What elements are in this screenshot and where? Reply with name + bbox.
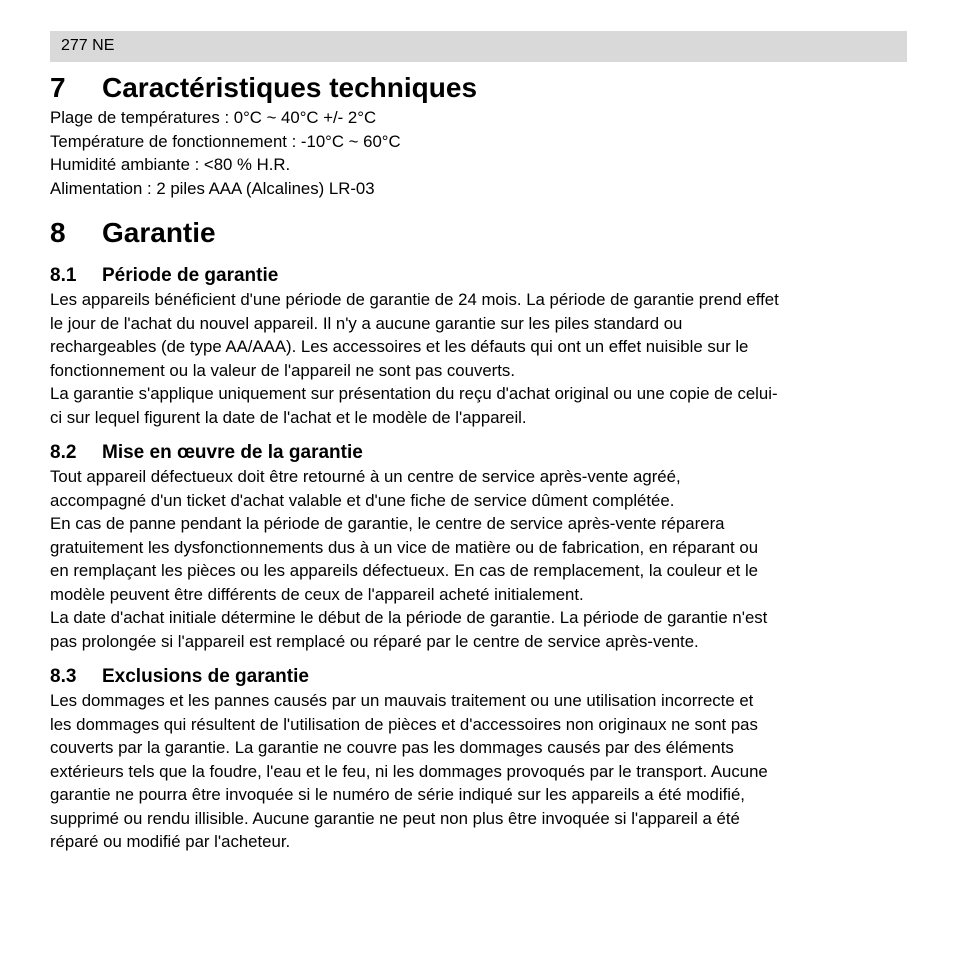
subsection-8-1-heading [50,264,910,288]
section-8-number: 8 [50,217,66,248]
model-label: 277 NE [61,37,115,54]
spec-line: Température de fonctionnement : -10°C ~ 60°C [50,131,401,151]
subsection-8-3-text [50,689,910,854]
text-line: rechargeables (de type AA/AAA). Les accessoires et les défauts qui ont un effet nuisible sur le [50,337,749,356]
text-line: fonctionnement ou la valeur de l'appareil ne sont pas couverts. [50,360,515,380]
section-8-heading [50,215,910,251]
subsection-8-2-number: 8.2 [50,442,77,463]
text-line: pas prolongée si l'appareil est remplacé ou réparé par le centre de service après-vente. [50,631,699,651]
subsection-8-2-text [50,465,910,653]
section-8-title: Garantie [102,217,216,248]
subsection-8-3-title: Exclusions de garantie [102,666,309,687]
text-line: En cas de panne pendant la période de garantie, le centre de service après-vente réparera [50,514,725,533]
text-line: garantie ne pourra être invoquée si le numéro de série indiqué sur les appareils a été modifié, [50,785,745,804]
spec-line: Humidité ambiante : <80 % H.R. [50,155,291,174]
document-body [50,70,910,854]
text-line: modèle peuvent être différents de ceux de l'appareil acheté initialement. [50,584,584,604]
text-line: le jour de l'achat du nouvel appareil. Il n'y a aucune garantie sur les piles standard ou [50,313,683,333]
subsection-8-3-heading [50,665,910,689]
spec-line: Alimentation : 2 piles AAA (Alcalines) LR-03 [50,178,375,198]
spec-line: Plage de températures : 0°C ~ 40°C +/- 2°C [50,108,377,127]
text-line: accompagné d'un ticket d'achat valable et d'une fiche de service dûment complétée. [50,490,675,510]
text-line: La garantie s'applique uniquement sur présentation du reçu d'achat original ou une copie de celui- [50,384,778,403]
text-line: Tout appareil défectueux doit être retourné à un centre de service après-vente agréé, [50,467,681,486]
subsection-8-1-number: 8.1 [50,265,77,286]
text-line: ci sur lequel figurent la date de l'achat et le modèle de l'appareil. [50,407,527,427]
section-7-title: Caractéristiques techniques [102,72,478,103]
text-line: La date d'achat initiale détermine le début de la période de garantie. La période de garantie n'est [50,608,768,627]
text-line: les dommages qui résultent de l'utilisation de pièces et d'accessoires non originaux ne sont pas [50,714,758,734]
text-line: réparé ou modifié par l'acheteur. [50,832,291,851]
text-line: Les dommages et les pannes causés par un mauvais traitement ou une utilisation incorrecte et [50,691,754,710]
text-line: en remplaçant les pièces ou les appareils défectueux. En cas de remplacement, la couleur et le [50,561,759,580]
subsection-8-3-number: 8.3 [50,666,77,687]
section-7-number: 7 [50,72,66,103]
section-7-specs [50,106,910,200]
text-line: supprimé ou rendu illisible. Aucune garantie ne peut non plus être invoquée si l'appareil a été [50,808,740,828]
subsection-8-1-text [50,288,910,429]
subsection-8-2-title: Mise en œuvre de la garantie [102,442,363,463]
section-7-heading [50,70,910,106]
text-line: couverts par la garantie. La garantie ne couvre pas les dommages causés par des éléments [50,738,734,757]
text-line: Les appareils bénéficient d'une période de garantie de 24 mois. La période de garantie prend effet [50,290,779,309]
subsection-8-2-heading [50,441,910,465]
text-line: extérieurs tels que la foudre, l'eau et le feu, ni les dommages provoqués par le transport. Aucune [50,761,768,781]
page-header-bar [50,31,907,62]
subsection-8-1-title: Période de garantie [102,265,279,286]
text-line: gratuitement les dysfonctionnements dus à un vice de matière ou de fabrication, en réparant ou [50,537,759,557]
